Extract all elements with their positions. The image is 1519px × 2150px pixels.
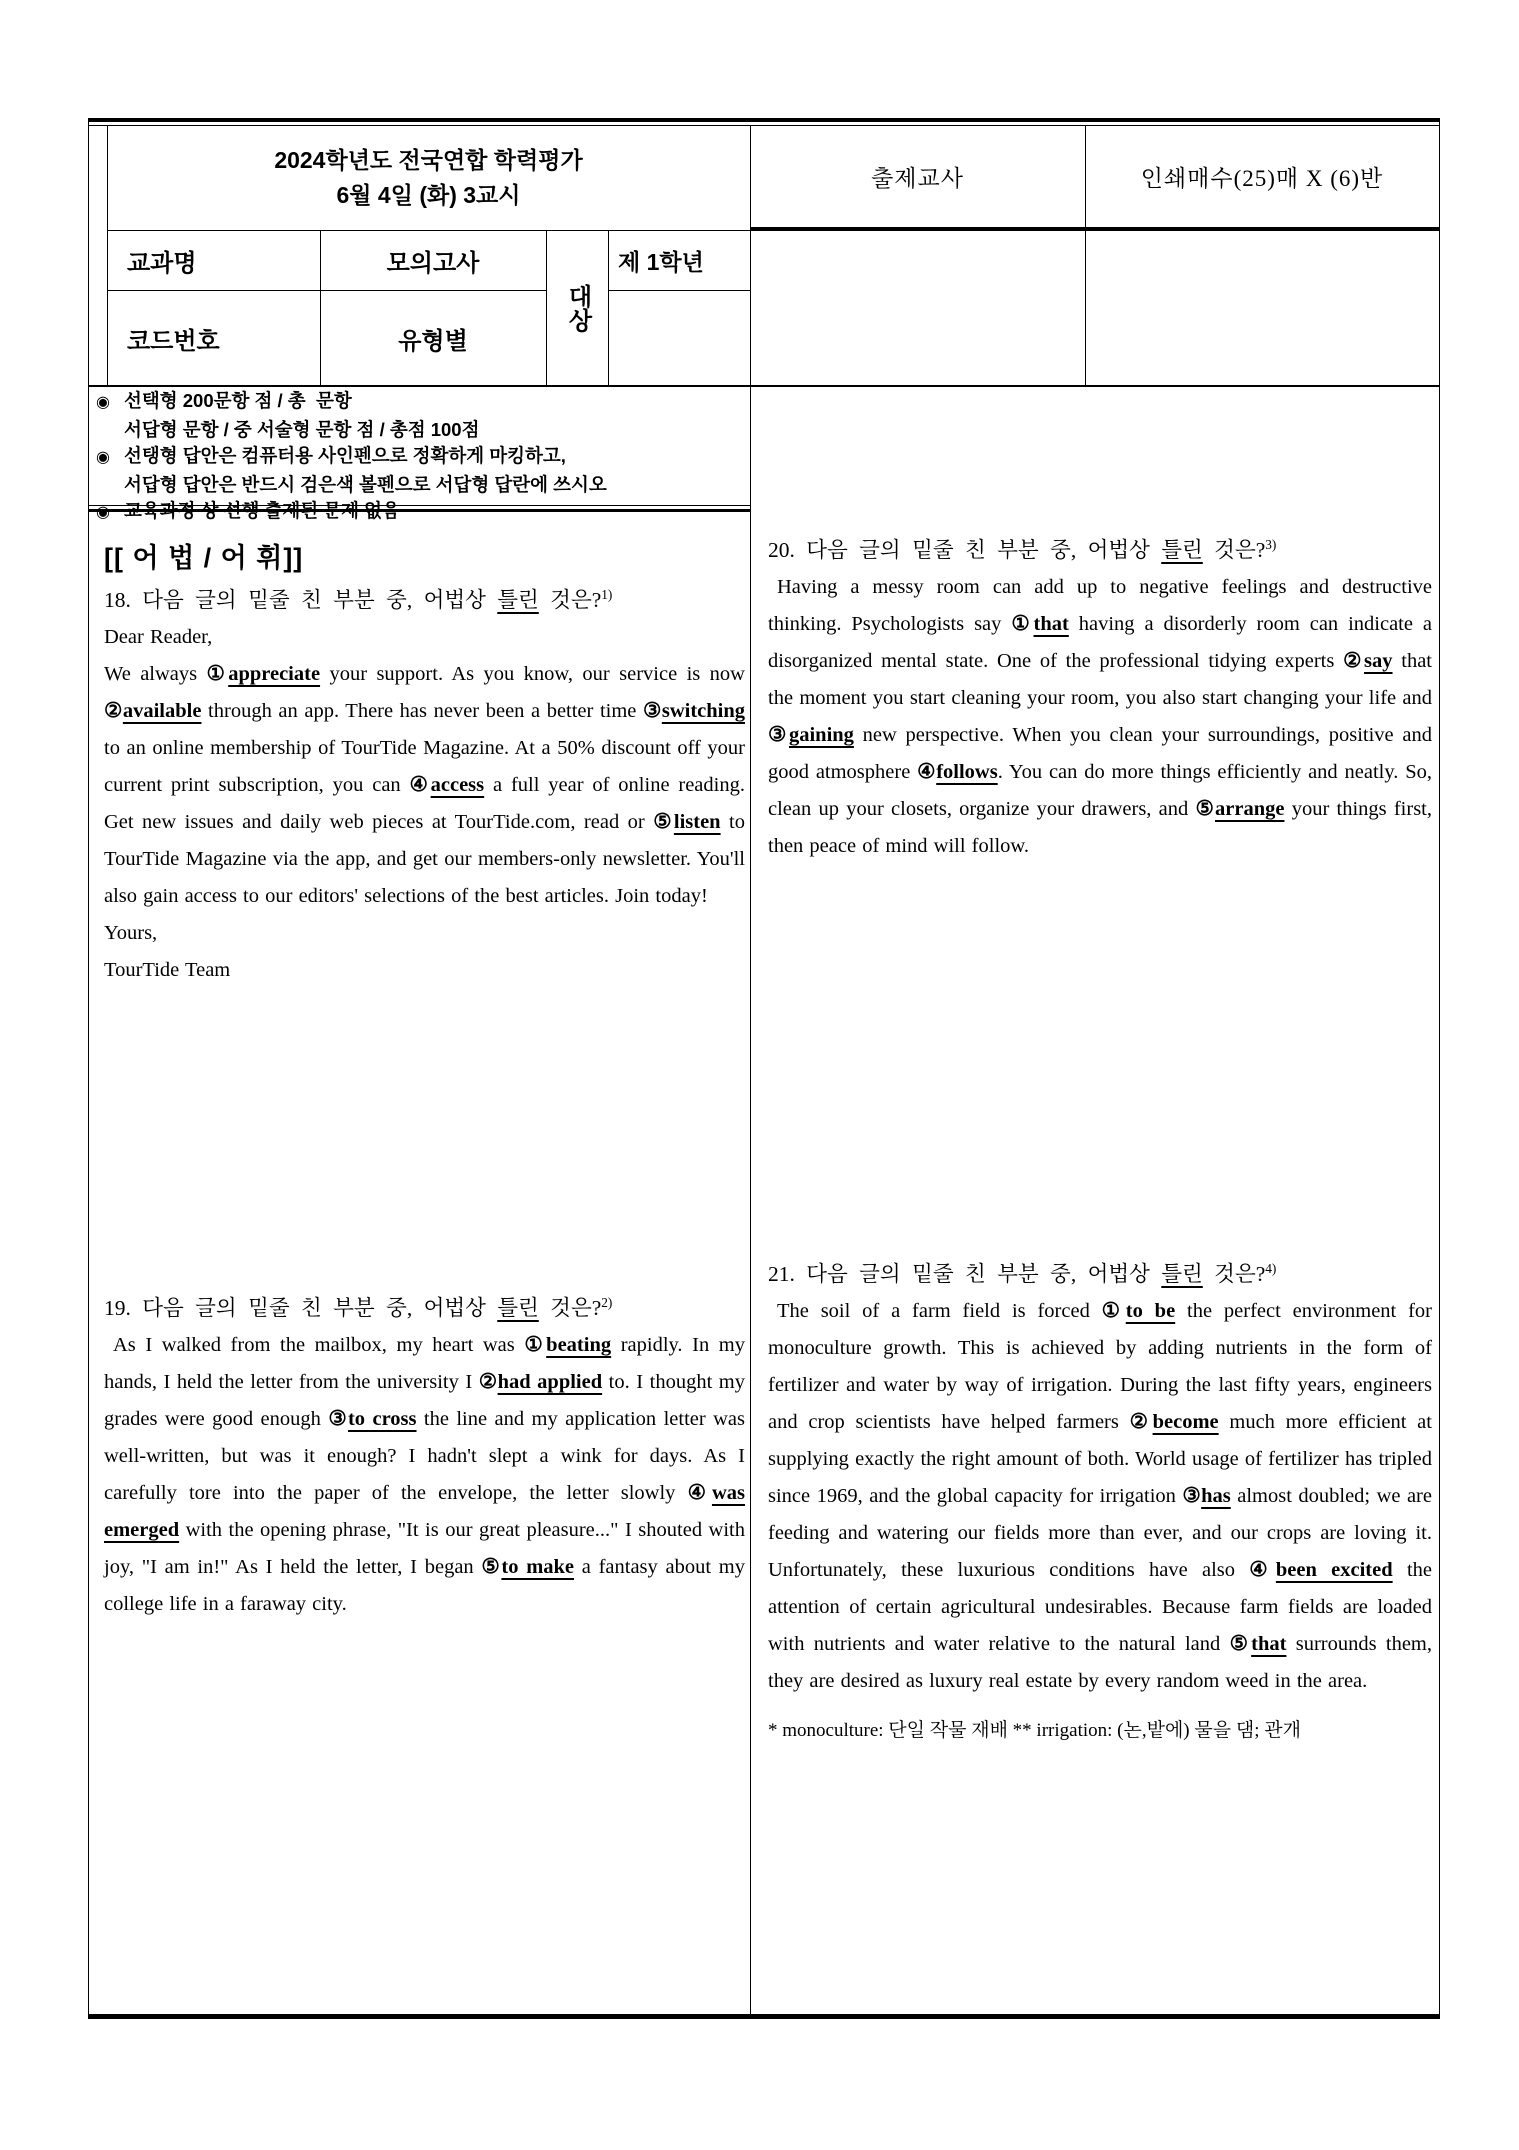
instructions-box bbox=[96, 388, 744, 527]
paragraph: As I walked from the mailbox, my heart was ①beating rapidly. In my hands, I held the letter from the university I ②had applied to. I thought my grades were good enough ③to cross the line and my application letter was well-written, but was it enough? I hadn't slept a wink for days. As I carefully tore into the paper of the envelope, the letter slowly ④was emerged with the opening phrase, "It is our great pleasure..." I shouted with joy, "I am in!" As I held the letter, I began ⑤to make a fantasy about my college life in a faraway city. bbox=[104, 1334, 746, 1615]
paragraph: TourTide Team bbox=[104, 959, 231, 981]
exam-type-cell bbox=[320, 230, 546, 290]
exam-title bbox=[107, 128, 750, 228]
question-19-stem: 19. 다음 글의 밑줄 친 부분 중, 어법상 틀린 것은?$^{2)}$ bbox=[104, 1294, 613, 1320]
instruction-line bbox=[96, 417, 744, 444]
question-21-footnote: * monoculture: 단일 작물 재배 ** irrigation: (논,밭에) 물을 댐; 관개 bbox=[768, 1720, 1301, 1741]
subject-label: 교과명 bbox=[127, 249, 197, 277]
paragraph: Dear Reader, bbox=[104, 626, 213, 648]
page-border-right bbox=[1439, 118, 1440, 2019]
question-21-body bbox=[768, 1293, 1432, 1700]
question-21 bbox=[768, 1256, 1432, 1746]
bullet-icon: ◉ bbox=[96, 504, 110, 521]
category-label: 유형별 bbox=[398, 327, 468, 355]
instruction-text: 서답형 문항 / 중 서술형 문항 점 / 총점 100점 bbox=[124, 418, 480, 440]
top-rule-thick bbox=[88, 118, 1440, 122]
target-cell bbox=[546, 230, 608, 385]
question-19 bbox=[104, 1290, 745, 1623]
code-label-cell bbox=[127, 291, 317, 385]
question-20-body bbox=[768, 569, 1432, 865]
subject-label-cell bbox=[127, 230, 317, 290]
bottom-rule bbox=[88, 2014, 1440, 2019]
subject-row-rule-b bbox=[608, 290, 750, 291]
page-border-left bbox=[88, 118, 89, 2019]
section-heading: [[ 어 법 / 어 휘]] bbox=[104, 543, 304, 573]
exam-title-line2: 6월 4일 (화) 3교시 bbox=[336, 182, 521, 208]
grade-label: 제 1학년 bbox=[618, 248, 704, 275]
instruction-text: 서답형 답안은 반드시 검은색 볼펜으로 서답형 답란에 쓰시오 bbox=[124, 473, 607, 495]
target-col-divider-right bbox=[608, 230, 609, 385]
table-bottom-rule bbox=[88, 385, 1439, 387]
print-count-cell bbox=[1085, 125, 1439, 227]
instruction-text: 선탱형 답안은 컴퓨터용 사인펜으로 정확하게 마킹하고, bbox=[124, 445, 566, 466]
paragraph: The soil of a farm field is forced ①to be the perfect environment for monoculture growth. This is achieved by adding nutrients in the form of fertilizer and water by way of irrigation. During the last fifty years, engineers and crop scientists have helped farmers ②become much more efficient at supplying exactly the right amount of both. World usage of fertilizer has tripled since 1969, and the global capacity for irrigation ③has almost doubled; we are feeding and watering our fields more than ever, and our crops are loving it. Unfortunately, these luxurious conditions have also ④been excited the attention of certain agricultural undesirables. Because farm fields are loaded with nutrients and water relative to the natural land ⑤that surrounds them, they are desired as luxury real estate by every random weed in the area. bbox=[768, 1300, 1432, 1692]
question-18 bbox=[104, 582, 745, 989]
print-count-label: 인쇄매수(25)매 X (6)반 bbox=[1140, 165, 1384, 191]
instruction-line bbox=[96, 472, 744, 499]
instruction-text: 선택형 200문항 점 / 총 문항 bbox=[124, 390, 352, 411]
question-20-stem: 20. 다음 글의 밑줄 친 부분 중, 어법상 틀린 것은?$^{3)}$ bbox=[768, 536, 1277, 562]
target-label: 대상 bbox=[564, 283, 591, 332]
question-18-body bbox=[104, 619, 745, 989]
instruction-line bbox=[96, 388, 744, 417]
examiner-row-rule-thick bbox=[750, 227, 1439, 231]
paragraph: Yours, bbox=[104, 922, 158, 944]
paragraph: Having a messy room can add up to negative feelings and destructive thinking. Psychologists say ①that having a disorderly room can indicate a disorganized mental state. One of the professional tidying experts ②say that the moment you start cleaning your room, you also start changing your life and ③gaining new perspective. When you clean your surroundings, positive and good atmosphere ④follows. You can do more things efficiently and neatly. So, clean up your closets, organize your drawers, and ⑤arrange your things first, then peace of mind will follow. bbox=[768, 576, 1432, 857]
instruction-line bbox=[96, 498, 744, 527]
question-21-stem: 21. 다음 글의 밑줄 친 부분 중, 어법상 틀린 것은?$^{4)}$ bbox=[768, 1260, 1277, 1286]
bullet-icon: ◉ bbox=[96, 449, 110, 466]
category-cell bbox=[320, 291, 546, 385]
examiner-label: 출제교사 bbox=[871, 165, 964, 191]
question-19-body bbox=[104, 1327, 745, 1623]
instruction-line bbox=[96, 443, 744, 472]
column-divider bbox=[750, 125, 751, 2015]
exam-type-label: 모의고사 bbox=[386, 249, 480, 277]
question-18-stem: 18. 다음 글의 밑줄 친 부분 중, 어법상 틀린 것은?$^{1)}$ bbox=[104, 586, 613, 612]
examiner-cell bbox=[750, 125, 1085, 227]
bullet-icon: ◉ bbox=[96, 394, 110, 411]
instruction-text: 교육과정 상 선행 출제된 문제 없음 bbox=[124, 500, 400, 521]
paragraph: We always ①appreciate your support. As you know, our service is now ②available through an app. There has never been a better time ③switching to an online membership of TourTide Magazine. At a 50% discount off your current print subscription, you can ④access a full year of online reading. Get new issues and daily web pieces at TourTide.com, read or ⑤listen to TourTide Magazine via the app, and get our members-only newsletter. You'll also gain access to our editors' selections of the best articles. Join today! bbox=[104, 663, 745, 907]
question-20 bbox=[768, 532, 1432, 865]
grade-cell bbox=[618, 230, 750, 290]
exam-title-line1: 2024학년도 전국연합 학력평가 bbox=[274, 147, 583, 173]
code-label: 코드번호 bbox=[127, 327, 220, 355]
